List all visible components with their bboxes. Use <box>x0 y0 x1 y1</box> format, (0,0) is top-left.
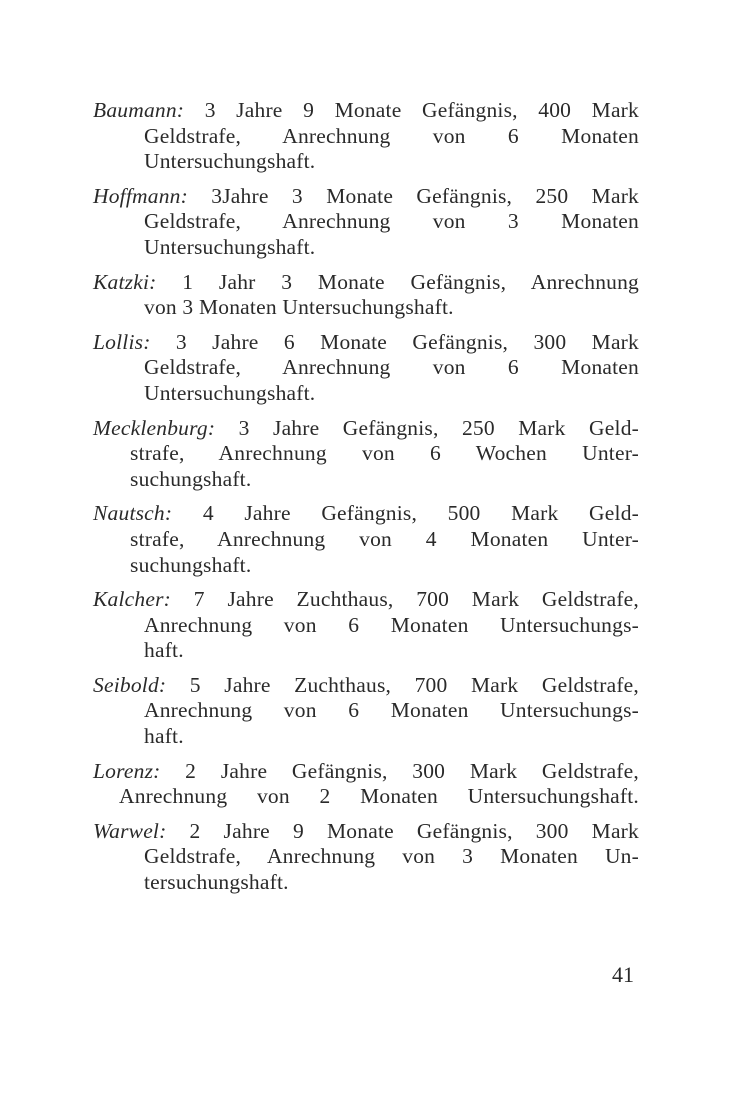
entry-text: 5 Jahre Zuchthaus, 700 Mark Geldstrafe, <box>166 672 639 697</box>
sentence-list <box>93 98 639 905</box>
list-item <box>93 184 639 261</box>
entry-first-line <box>93 587 639 613</box>
entry-text: 1 Jahr 3 Monate Gefängnis, Anrechnung <box>156 269 639 294</box>
defendant-name: Lorenz: <box>93 758 161 783</box>
defendant-name: Hoffmann: <box>93 183 188 208</box>
defendant-name: Nautsch: <box>93 501 173 526</box>
list-item <box>93 98 639 175</box>
entry-text: 7 Jahre Zuchthaus, 700 Mark Geldstrafe, <box>171 587 639 612</box>
entry-line: Geldstrafe, Anrechnung von 6 Monaten <box>144 123 639 148</box>
list-item <box>93 587 639 664</box>
list-item <box>93 270 639 321</box>
entry-first-line <box>93 270 639 296</box>
entry-text: 2 Jahre Gefängnis, 300 Mark Geldstrafe, <box>160 758 639 783</box>
entry-line: Geldstrafe, Anrechnung von 3 Monaten Un- <box>144 844 639 869</box>
defendant-name: Baumann: <box>93 98 185 122</box>
entry-line: haft. <box>144 638 184 663</box>
entry-line: Anrechnung von 6 Monaten Untersuchungs- <box>144 612 639 637</box>
page-number: 41 <box>612 962 634 987</box>
list-item <box>93 416 639 493</box>
defendant-name: Katzki: <box>93 269 157 294</box>
entry-line: Untersuchungshaft. <box>144 234 316 259</box>
entry-line: Untersuchungshaft. <box>144 149 316 174</box>
entry-text: 3Jahre 3 Monate Gefängnis, 250 Mark <box>187 183 639 208</box>
entry-line: Geldstrafe, Anrechnung von 3 Monaten <box>144 209 639 234</box>
entry-line: strafe, Anrechnung von 4 Monaten Unter- <box>130 526 639 551</box>
list-item <box>93 759 639 810</box>
entry-line: Anrechnung von 2 Monaten Untersuchungshaft. <box>119 784 639 809</box>
entry-line: suchungshaft. <box>130 552 252 577</box>
list-item <box>93 330 639 407</box>
list-item <box>93 819 639 896</box>
entry-first-line <box>93 416 639 442</box>
defendant-name: Mecklenburg: <box>93 415 216 440</box>
defendant-name: Warwel: <box>93 818 167 843</box>
entry-text: 3 Jahre 9 Monate Gefängnis, 400 Mark <box>184 98 639 122</box>
entry-line: strafe, Anrechnung von 6 Wochen Unter- <box>130 441 639 466</box>
entry-line: Untersuchungshaft. <box>144 380 316 405</box>
entry-line: Anrechnung von 6 Monaten Untersuchungs- <box>144 698 639 723</box>
entry-first-line <box>93 673 639 699</box>
entry-first-line <box>93 501 639 527</box>
entry-text: 3 Jahre 6 Monate Gefängnis, 300 Mark <box>150 329 639 354</box>
entry-line: Geldstrafe, Anrechnung von 6 Monaten <box>144 355 639 380</box>
entry-first-line <box>93 184 639 210</box>
entry-text: 4 Jahre Gefängnis, 500 Mark Geld- <box>172 501 639 526</box>
entry-line: haft. <box>144 724 184 749</box>
entry-first-line <box>93 819 639 845</box>
list-item <box>93 501 639 578</box>
defendant-name: Seibold: <box>93 672 167 697</box>
entry-first-line <box>93 330 639 356</box>
entry-text: 3 Jahre Gefängnis, 250 Mark Geld- <box>215 415 639 440</box>
entry-first-line <box>93 98 639 124</box>
defendant-name: Kalcher: <box>93 587 172 612</box>
entry-line: tersuchungshaft. <box>144 870 289 895</box>
list-item <box>93 673 639 750</box>
defendant-name: Lollis: <box>93 329 151 354</box>
entry-line: von 3 Monaten Untersuchungshaft. <box>144 295 454 320</box>
entry-first-line <box>93 759 639 785</box>
entry-text: 2 Jahre 9 Monate Gefängnis, 300 Mark <box>166 818 639 843</box>
entry-line: suchungshaft. <box>130 466 252 491</box>
